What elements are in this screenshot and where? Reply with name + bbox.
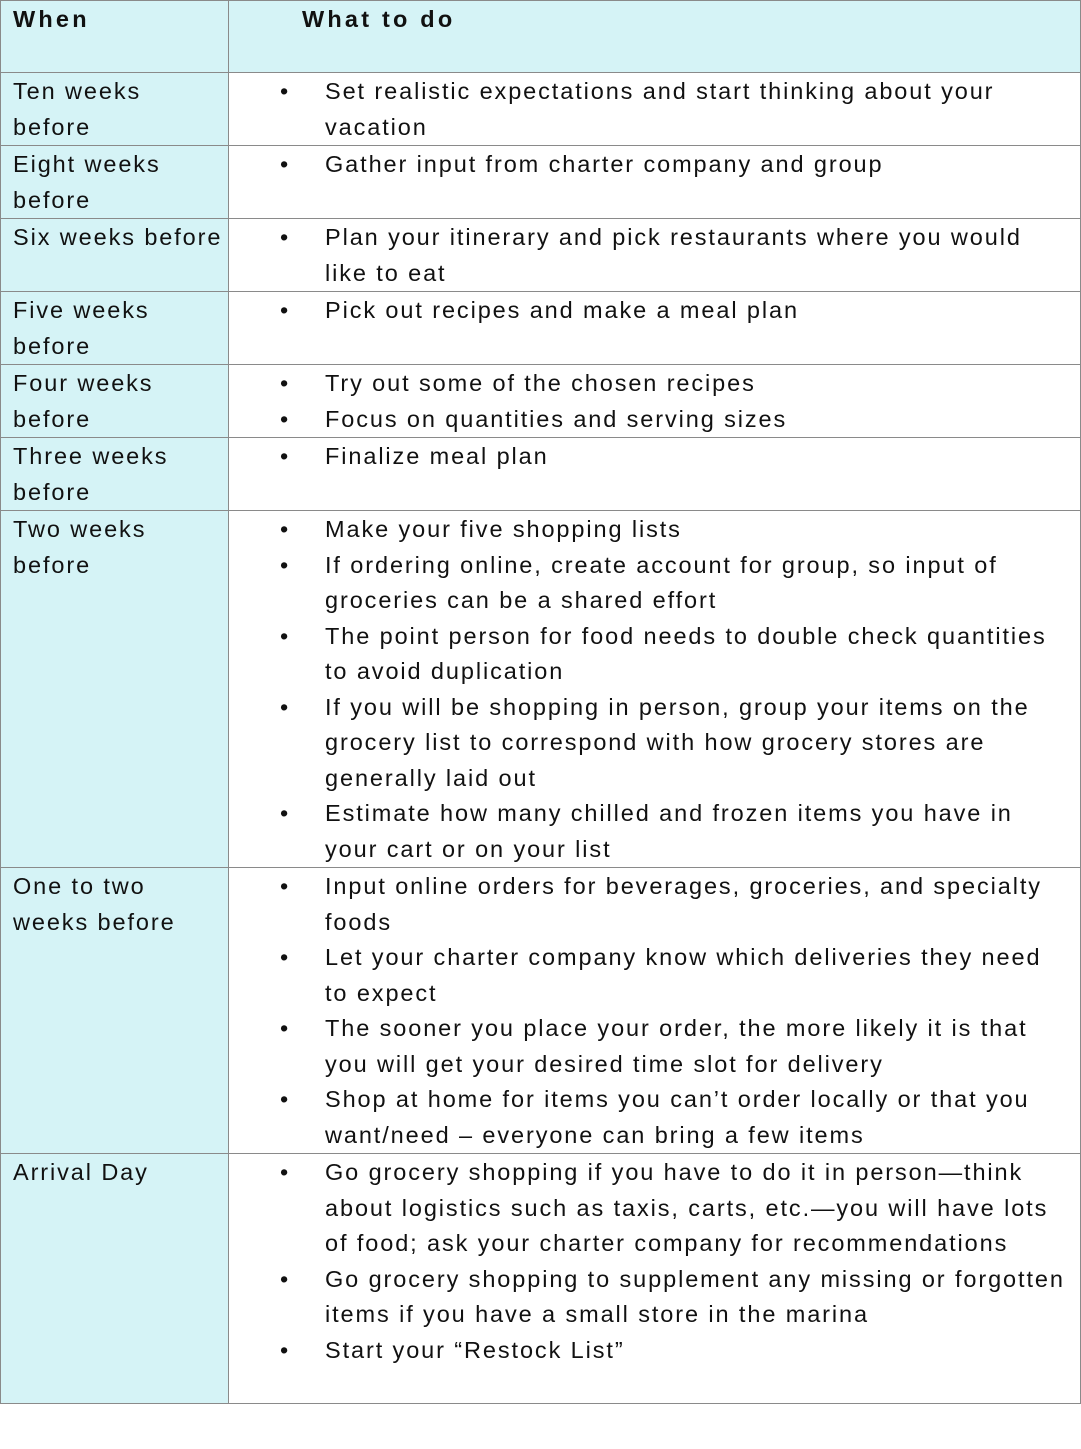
bullet-icon: • — [280, 693, 289, 720]
task-text: Focus on quantities and serving sizes — [325, 405, 788, 432]
task-text: Gather input from charter company and group — [325, 151, 884, 177]
when-cell — [1, 868, 229, 1154]
bullet-icon: • — [280, 516, 289, 542]
task-text: Shop at home for items you can’t order locally or that you want/need – everyone can bring a few items — [325, 1086, 1030, 1148]
table-row — [1, 365, 1081, 438]
when-cell — [1, 438, 229, 511]
table-row — [1, 868, 1081, 1154]
bullet-icon: • — [280, 1159, 289, 1185]
bullet-icon: • — [280, 551, 289, 578]
task-text: Set realistic expectations and start thinking about your vacation — [325, 78, 995, 140]
bullet-icon: • — [280, 443, 289, 469]
what-to-do-cell — [229, 365, 1081, 438]
task-list — [229, 74, 1066, 145]
task-list — [229, 439, 1066, 475]
table-row — [1, 511, 1081, 868]
bullet-icon: • — [280, 1265, 289, 1292]
what-to-do-cell — [229, 219, 1081, 292]
bullet-icon: • — [280, 873, 289, 899]
task-text: If ordering online, create account for group, so input of groceries can be a shared effort — [325, 551, 998, 613]
bullet-icon: • — [280, 800, 289, 826]
table-row — [1, 1154, 1081, 1404]
bullet-icon: • — [280, 297, 289, 323]
task-list — [229, 293, 1066, 329]
task-text: Plan your itinerary and pick restaurants where you would like to eat — [325, 224, 1022, 286]
header-what-cell — [229, 1, 1081, 73]
task-item — [229, 402, 1066, 438]
task-text: Input online orders for beverages, groceries, and specialty foods — [325, 873, 1042, 935]
task-list — [229, 147, 1066, 183]
what-to-do-cell — [229, 146, 1081, 219]
task-item — [229, 1333, 1066, 1369]
task-item — [229, 690, 1066, 797]
task-text: Finalize meal plan — [325, 443, 549, 469]
bullet-icon: • — [280, 1015, 289, 1041]
when-label: One to two weeks before — [13, 873, 176, 935]
when-cell — [1, 146, 229, 219]
task-item — [229, 147, 1066, 183]
task-text: The point person for food needs to double check quantities to avoid duplication — [325, 622, 1047, 684]
bullet-icon: • — [280, 370, 289, 396]
task-item — [229, 1262, 1066, 1333]
bullet-icon: • — [280, 151, 289, 177]
task-text: Estimate how many chilled and frozen items you have in your cart or on your list — [325, 800, 1013, 862]
bullet-icon: • — [280, 78, 289, 104]
task-item — [229, 796, 1066, 867]
task-text: Try out some of the chosen recipes — [325, 370, 756, 396]
task-item — [229, 366, 1066, 402]
task-text: Start your “Restock List” — [325, 1336, 625, 1363]
when-cell — [1, 219, 229, 292]
task-list — [229, 366, 1066, 437]
when-label: Three weeks before — [13, 443, 169, 505]
column-header-when: When — [13, 6, 90, 32]
task-text: Let your charter company know which deliveries they need to expect — [325, 944, 1042, 1006]
when-label: Five weeks before — [13, 297, 150, 359]
what-to-do-cell — [229, 1154, 1081, 1404]
when-cell — [1, 73, 229, 146]
task-item — [229, 74, 1066, 145]
bullet-icon: • — [280, 224, 289, 250]
table-row — [1, 219, 1081, 292]
task-item — [229, 220, 1066, 291]
task-item — [229, 439, 1066, 475]
header-row — [1, 1, 1081, 73]
task-item — [229, 293, 1066, 329]
task-text: Go grocery shopping to supplement any missing or forgotten items if you have a small store in the marina — [325, 1265, 1065, 1327]
table-row — [1, 73, 1081, 146]
task-item — [229, 1155, 1066, 1262]
column-header-what-to-do: What to do — [302, 6, 456, 32]
task-text: Pick out recipes and make a meal plan — [325, 297, 799, 323]
bullet-icon: • — [280, 944, 289, 970]
task-list — [229, 220, 1066, 291]
when-cell — [1, 365, 229, 438]
task-item — [229, 1011, 1066, 1082]
when-label: Eight weeks before — [13, 151, 161, 213]
task-item — [229, 619, 1066, 690]
header-when-cell — [1, 1, 229, 73]
task-list — [229, 512, 1066, 867]
when-cell — [1, 1154, 229, 1404]
when-cell — [1, 511, 229, 868]
task-item — [229, 940, 1066, 1011]
bullet-icon: • — [280, 1086, 289, 1112]
when-label: Two weeks before — [13, 516, 147, 578]
bullet-icon: • — [280, 622, 289, 649]
task-text: Make your five shopping lists — [325, 516, 682, 542]
what-to-do-cell — [229, 868, 1081, 1154]
task-item — [229, 869, 1066, 940]
task-list — [229, 869, 1066, 1153]
task-list — [229, 1155, 1066, 1368]
when-label: Arrival Day — [13, 1159, 149, 1185]
bullet-icon: • — [280, 405, 289, 432]
when-label: Four weeks before — [13, 370, 154, 432]
task-item — [229, 548, 1066, 619]
table-row — [1, 292, 1081, 365]
task-text: Go grocery shopping if you have to do it in person—think about logistics such as taxis, carts, etc.—you will have lots of food; ask your charter company for recommendations — [325, 1159, 1049, 1256]
task-text: The sooner you place your order, the more likely it is that you will get your desired time slot for delivery — [325, 1015, 1028, 1077]
when-cell — [1, 292, 229, 365]
bullet-icon: • — [280, 1336, 289, 1363]
what-to-do-cell — [229, 511, 1081, 868]
task-item — [229, 1082, 1066, 1153]
task-item — [229, 512, 1066, 548]
what-to-do-cell — [229, 73, 1081, 146]
what-to-do-cell — [229, 292, 1081, 365]
task-text: If you will be shopping in person, group your items on the grocery list to correspond with how grocery stores are generally laid out — [325, 693, 1030, 791]
table-row — [1, 146, 1081, 219]
what-to-do-cell — [229, 438, 1081, 511]
when-label: Ten weeks before — [13, 78, 142, 140]
table-row — [1, 438, 1081, 511]
table-body — [1, 1, 1081, 1404]
when-label: Six weeks before — [13, 224, 223, 250]
